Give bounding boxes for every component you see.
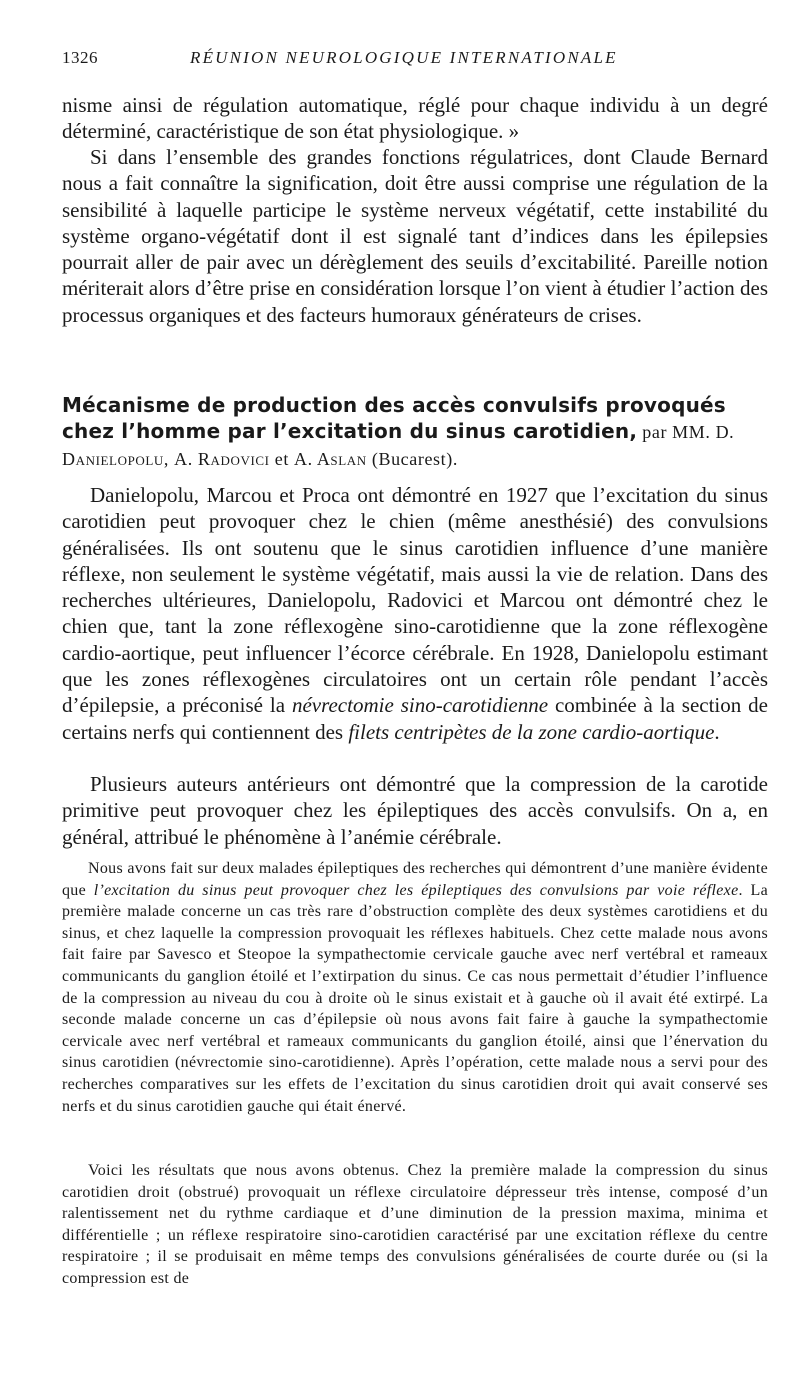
author-aslan: A. Aslan xyxy=(294,449,367,469)
author-separator-1: , xyxy=(163,449,175,469)
author-separator-2: et xyxy=(269,449,295,469)
section-title: Mécanisme de production des accès convulsifs provoqués chez l’homme par l’excitation du sinus carotidien, xyxy=(62,393,726,443)
emphasis-filets: filets centripètes de la zone cardio-aortique xyxy=(348,719,715,744)
section-authors-prefix: par MM. xyxy=(637,422,716,442)
text-run: Nous avons fait sur deux malades épileptiques des recherches qui démontrent d’une manière évidente que xyxy=(62,860,768,899)
text-run: . xyxy=(714,719,720,744)
page-number: 1326 xyxy=(62,48,98,67)
paragraph-compression: Plusieurs auteurs antérieurs ont démontré que la compression de la carotide primitive peut provoquer chez les épileptiques des accès convulsifs. On a, en général, attribué le phénomène à l’anémie cérébrale. xyxy=(62,772,768,849)
text-run: Danielopolu, Marcou et Proca ont démontré en 1927 que l’excitation du sinus carotidien peut provoquer chez le chien (même anesthésié) des convulsions généralisées. Ils ont soutenu que le sinus carotidien influence d’une manière réflexe, non seulement le système végétatif, mais aussi la vie de relation. Dans des recherches ultérieures, Danielopolu, Radovici et Marcou ont démontré chez le chien que, tant la zone réflexogène sino-carotidienne que la zone réflexogène cardio-aortique, peut influencer l’écorce cérébrale. En 1928, Danielopolu estimant que les zones réflexogènes circulatoires ont un certain rôle pendant l’accès d’épilepsie, a préconisé la xyxy=(62,483,768,718)
small-paragraph-resultats: Voici les résultats que nous avons obtenus. Chez la première malade la compression du sinus carotidien droit (obstrué) provoquait un réflexe circulatoire dépresseur très intense, composé d’un ralentissement net du rythme cardiaque et d’une diminution de la pression maxima, minima et différentielle ; un réflexe respiratoire sino-carotidien caractérisé par une excitation réflexe du centre respiratoire ; il se produisait en même temps des convulsions généralisées de courte durée ou (si la compression est de xyxy=(62,1162,768,1287)
emphasis-nevrectomie: névrectomie sino-carotidienne xyxy=(291,693,549,718)
running-title: RÉUNION NEUROLOGIQUE INTERNATIONALE xyxy=(190,48,618,67)
emphasis-excitation: l’excitation du sinus peut provoquer chez les épileptiques des convulsions par voie réflexe xyxy=(93,881,739,899)
author-affiliation: (Bucarest). xyxy=(366,449,458,469)
text-run: . La première malade concerne un cas très rare d’obstruction complète des deux systèmes carotidiens et du sinus, et chez laquelle la compression provoquait les réflexes habituels. Chez cette malade nous avons fait faire par Savesco et Steopoe la sympathectomie cervicale gauche avec nerf vertébral et rameaux communicants du ganglion étoilé et l’extirpation du sinus. Ce cas nous permettait d’étudier l’influence de la compression au niveau du cou à droite où le sinus existait et à gauche où il avait été extirpé. La seconde malade concerne un cas d’épilepsie où nous avons fait faire à gauche la sympathectomie cervicale avec nerf vertébral et rameaux communicants du ganglion étoilé, ainsi que l’énervation du sinus carotidien (névrectomie sino-carotidienne). Après l’opération, cette malade nous a servi pour des recherches comparatives sur les effets de l’excitation du sinus carotidien droit qui avait conservé ses nerfs et du sinus carotidien gauche qui était énervé. xyxy=(62,881,768,1115)
author-danielopolu: D. Danielopolu xyxy=(62,422,735,469)
paragraph-continuation: nisme ainsi de régulation automatique, réglé pour chaque individu à un degré déterminé, caractéristique de son état physiologique. » xyxy=(62,93,768,144)
paragraph-danielopolu xyxy=(62,482,768,745)
small-paragraph-malades xyxy=(62,858,768,1117)
section-heading xyxy=(62,392,768,472)
author-radovici: A. Radovici xyxy=(174,449,270,469)
text-run: combinée à la section de certains nerfs qui contiennent des xyxy=(62,693,768,744)
paragraph-regulation: Si dans l’ensemble des grandes fonctions régulatrices, dont Claude Bernard nous a fait connaître la signification, doit être aussi comprise une régulation de la sensibilité à laquelle participe le système nerveux végétatif, cette instabilité du système organo-végétatif dont il est signalé tant d’indices dans les épilepsies pourrait aller de pair avec un dérèglement des seuils d’excitabilité. Pareille notion mériterait alors d’être prise en considération lorsque l’on vient à étudier l’action des processus organiques et des facteurs humoraux générateurs de crises. xyxy=(62,145,768,327)
running-header xyxy=(62,48,762,74)
